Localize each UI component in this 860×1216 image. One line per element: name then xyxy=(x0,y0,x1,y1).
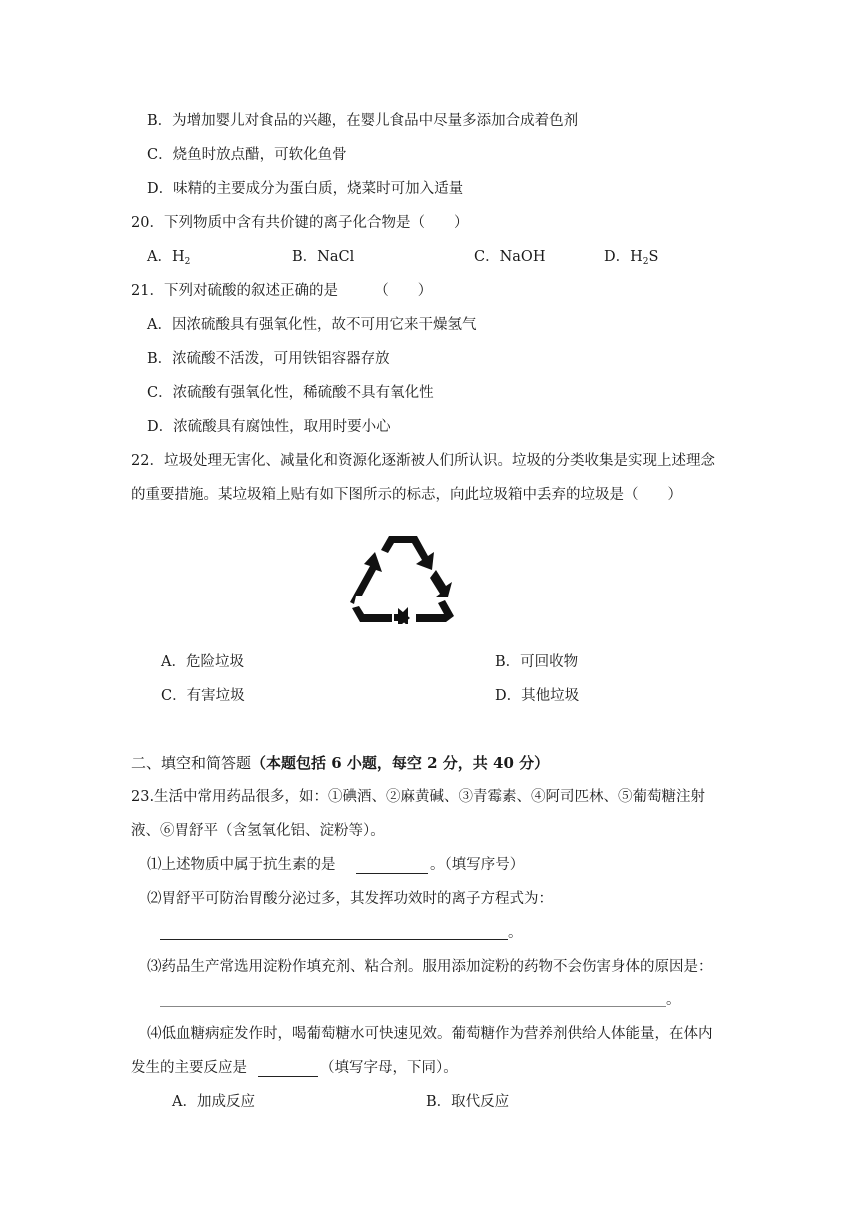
section-heading xyxy=(131,753,549,773)
q20-option-c: C．NaOH xyxy=(474,249,546,265)
q22-option-c: C．有害垃圾 xyxy=(161,688,245,704)
q21-option-d: D．浓硫酸具有腐蚀性，取用时要小心 xyxy=(147,419,391,435)
q21-option-b: B．浓硫酸不活泼，可用铁铝容器存放 xyxy=(147,351,390,367)
q19-option-b: B．为增加婴儿对食品的兴趣，在婴儿食品中尽量多添加合成着色剂 xyxy=(147,113,579,129)
q21-option-a: A．因浓硫酸具有强氧化性，故不可用它来干燥氢气 xyxy=(147,317,477,333)
q23-option-a: A．加成反应 xyxy=(172,1094,255,1110)
q19-option-c: C．烧鱼时放点醋，可软化鱼骨 xyxy=(147,147,347,163)
recycle-icon xyxy=(348,530,458,624)
q22-stem-line1: 22．垃圾处理无害化、减量化和资源化逐渐被人们所认识。垃圾的分类收集是实现上述理念 xyxy=(131,453,715,469)
q21-option-c: C．浓硫酸有强氧化性，稀硫酸不具有氧化性 xyxy=(147,385,434,401)
q20-option-d: D．$H_2S$ xyxy=(604,249,659,267)
q23-part4-blank[interactable] xyxy=(258,1076,318,1077)
q23-part4-line1: ⑷低血糖病症发作时，喝葡萄糖水可快速见效。葡萄糖作为营养剂供给人体能量，在体内 xyxy=(147,1026,713,1042)
q23-part2-blank[interactable] xyxy=(160,939,508,940)
q22-stem-line2: 的重要措施。某垃圾箱上贴有如下图所示的标志，向此垃圾箱中丢弃的垃圾是（ ） xyxy=(131,487,682,503)
q23-part4-line2-suffix: （填写字母，下同）。 xyxy=(320,1060,458,1076)
q22-option-a: A．危险垃圾 xyxy=(161,654,244,670)
q22-option-b: B．可回收物 xyxy=(495,654,579,670)
q23-part2-text: ⑵胃舒平可防治胃酸分泌过多，其发挥功效时的离子方程式为： xyxy=(147,891,553,907)
q23-option-b: B．取代反应 xyxy=(426,1094,510,1110)
q22-option-d: D．其他垃圾 xyxy=(495,688,580,704)
q20-option-a: A．$H_2$ xyxy=(147,249,191,267)
q23-part1-suffix: 。（填写序号） xyxy=(430,857,525,873)
q21-stem: 21．下列对硫酸的叙述正确的是 （ ） xyxy=(131,283,433,299)
section-title: 二、填空和简答题 xyxy=(131,754,252,772)
q23-part2-end: 。 xyxy=(508,925,523,941)
q23-part4-line2-text: 发生的主要反应是 xyxy=(131,1060,247,1076)
q23-part1-blank[interactable] xyxy=(356,873,428,874)
q23-part1-text: ⑴上述物质中属于抗生素的是 xyxy=(147,857,336,873)
q20-stem: 20．下列物质中含有共价键的离子化合物是（ ） xyxy=(131,215,469,231)
section-note: （本题包括 6 小题，每空 2 分，共 40 分） xyxy=(251,754,550,772)
q23-part3-blank[interactable] xyxy=(160,1006,666,1007)
q20-option-b: B．NaCl xyxy=(292,249,355,265)
q23-part3-end: 。 xyxy=(666,992,681,1008)
q19-option-d: D．味精的主要成分为蛋白质，烧菜时可加入适量 xyxy=(147,181,464,197)
q23-stem-line1: 23.生活中常用药品很多，如：①碘酒、②麻黄碱、③青霉素、④阿司匹林、⑤葡萄糖注射 xyxy=(131,789,706,805)
q23-stem-line2: 液、⑥胃舒平（含氢氧化铝、淀粉等）。 xyxy=(131,823,385,839)
q23-part3-text: ⑶药品生产常选用淀粉作填充剂、粘合剂。服用添加淀粉的药物不会伤害身体的原因是： xyxy=(147,959,713,975)
